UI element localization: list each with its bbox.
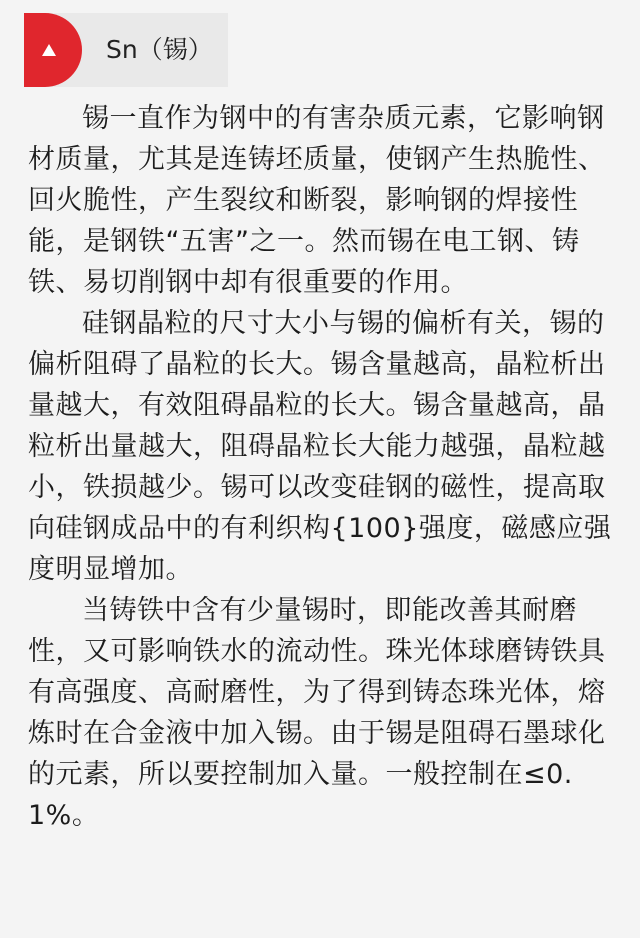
article-body [28,98,618,836]
section-heading [24,13,228,87]
paragraph-silicon-steel: 硅钢晶粒的尺寸大小与锡的偏析有关，锡的偏析阻碍了晶粒的长大。锡含量越高，晶粒析出量越大，有效阻碍晶粒的长大。锡含量越高，晶粒析出量越大，阻碍晶粒长大能力越强，晶粒越小，铁损越少。锡可以改变硅钢的磁性，提高取向硅钢成品中的有利织构{100}强度，磁感应强度明显增加。 [28,308,612,585]
heading-badge [24,13,82,87]
paragraph-tin-harm: 锡一直作为钢中的有害杂质元素，它影响钢材质量，尤其是连铸坯质量，使钢产生热脆性、回火脆性，产生裂纹和断裂，影响钢的焊接性能，是钢铁“五害”之一。然而锡在电工钢、铸铁、易切削钢中却有很重要的作用。 [28,103,606,298]
section-title: Sn（锡） [106,35,213,64]
triangle-up-icon [42,44,56,56]
paragraph-cast-iron: 当铸铁中含有少量锡时，即能改善其耐磨性，又可影响铁水的流动性。珠光体球磨铸铁具有高强度、高耐磨性，为了得到铸态珠光体，熔炼时在合金液中加入锡。由于锡是阻碍石墨球化的元素，所以要控制加入量。一般控制在≤0.1%。 [28,595,606,831]
